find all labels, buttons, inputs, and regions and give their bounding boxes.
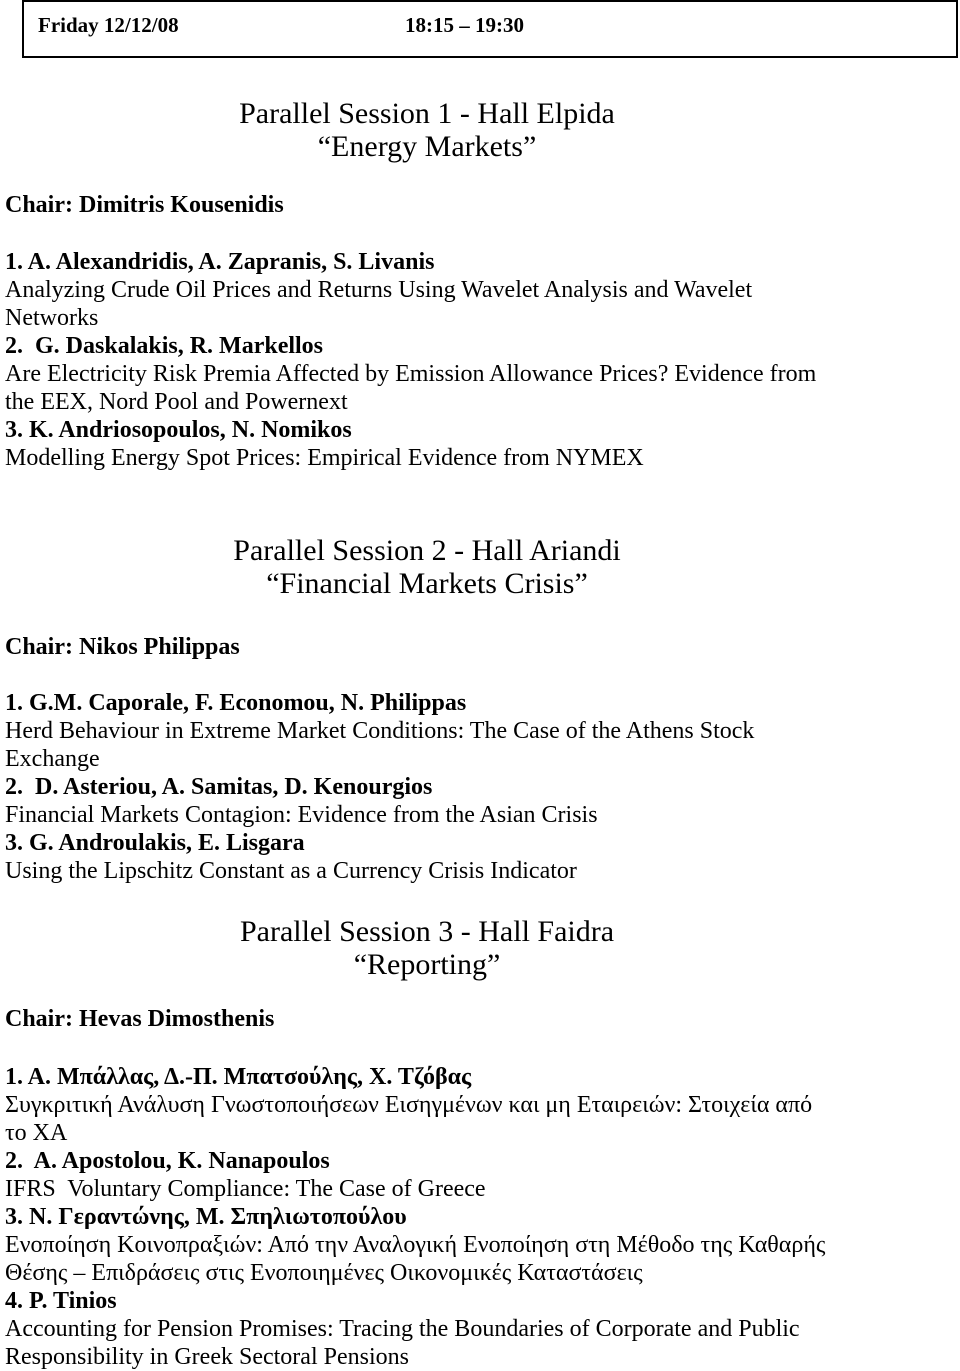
paper-title-line: Responsibility in Greek Sectoral Pensions	[5, 1344, 409, 1370]
paper-entry	[5, 689, 955, 773]
paper-authors: 1. A. Alexandridis, A. Zapranis, S. Livanis	[5, 249, 435, 275]
header-date: Friday 12/12/08	[38, 13, 179, 37]
paper-title-line: Ενοποίηση Κοινοπραξιών: Από την Αναλογική Ενοποίηση στη Μέθοδο της Καθαρής	[5, 1232, 826, 1258]
session-topic: “Financial Markets Crisis”	[266, 567, 588, 600]
paper-authors: 3. Ν. Γεραντώνης, Μ. Σπηλιωτοπούλου	[5, 1204, 407, 1230]
paper-title-line: IFRS Voluntary Compliance: The Case of Greece	[5, 1176, 486, 1202]
paper-entry	[5, 1203, 955, 1287]
paper-entry	[5, 416, 955, 472]
paper-entry	[5, 1063, 955, 1147]
session-heading	[0, 915, 854, 981]
session-heading	[0, 534, 854, 600]
session-title: Parallel Session 1 - Hall Elpida	[239, 97, 615, 130]
paper-title-line: Exchange	[5, 746, 100, 772]
paper-title-line: το ΧΑ	[5, 1120, 68, 1146]
paper-authors: 2. D. Asteriou, A. Samitas, D. Kenourgios	[5, 774, 433, 800]
session-chair: Chair: Nikos Philippas	[5, 634, 240, 660]
paper-authors: 3. G. Androulakis, E. Lisgara	[5, 830, 305, 856]
paper-title-line: Financial Markets Contagion: Evidence from the Asian Crisis	[5, 802, 598, 828]
paper-entry	[5, 829, 955, 885]
session-topic: “Reporting”	[353, 948, 501, 981]
session-title: Parallel Session 2 - Hall Ariandi	[233, 534, 621, 567]
header-box	[22, 0, 958, 58]
paper-title-line: Networks	[5, 305, 99, 331]
paper-entry	[5, 1147, 955, 1203]
paper-entry	[5, 248, 955, 332]
paper-authors: 2. G. Daskalakis, R. Markellos	[5, 333, 324, 359]
paper-title-line: Συγκριτική Ανάλυση Γνωστοποιήσεων Εισηγμένων και μη Εταιρειών: Στοιχεία από	[5, 1092, 813, 1118]
session-heading	[0, 97, 854, 163]
paper-title-line: Modelling Energy Spot Prices: Empirical Evidence from NYMEX	[5, 445, 644, 471]
session-chair: Chair: Hevas Dimosthenis	[5, 1006, 275, 1032]
paper-title-line: Using the Lipschitz Constant as a Currency Crisis Indicator	[5, 858, 577, 884]
paper-authors: 3. K. Andriosopoulos, N. Nomikos	[5, 417, 352, 443]
session-title: Parallel Session 3 - Hall Faidra	[239, 915, 615, 948]
paper-authors: 2. A. Apostolou, K. Nanapoulos	[5, 1148, 330, 1174]
paper-entry	[5, 332, 955, 416]
paper-title-line: Herd Behaviour in Extreme Market Conditions: The Case of the Athens Stock	[5, 718, 755, 744]
session-topic: “Energy Markets”	[317, 130, 537, 163]
header-time: 18:15 – 19:30	[405, 13, 524, 37]
paper-entry	[5, 773, 955, 829]
paper-title-line: Are Electricity Risk Premia Affected by Emission Allowance Prices? Evidence from	[5, 361, 817, 387]
paper-list	[5, 248, 955, 472]
paper-entry	[5, 1287, 955, 1371]
paper-title-line: Θέσης – Επιδράσεις στις Ενοποιημένες Οικονομικές Καταστάσεις	[5, 1260, 643, 1286]
session-chair: Chair: Dimitris Kousenidis	[5, 192, 284, 218]
paper-authors: 1. G.M. Caporale, F. Economou, N. Philippas	[5, 690, 467, 716]
paper-list	[5, 1063, 955, 1371]
paper-list	[5, 689, 955, 885]
paper-title-line: the EEX, Nord Pool and Powernext	[5, 389, 348, 415]
paper-authors: 4. P. Tinios	[5, 1288, 117, 1314]
paper-title-line: Accounting for Pension Promises: Tracing the Boundaries of Corporate and Public	[5, 1316, 800, 1342]
paper-title-line: Analyzing Crude Oil Prices and Returns Using Wavelet Analysis and Wavelet	[5, 277, 753, 303]
paper-authors: 1. Α. Μπάλλας, Δ.-Π. Μπατσούλης, Χ. Τζόβας	[5, 1064, 472, 1090]
